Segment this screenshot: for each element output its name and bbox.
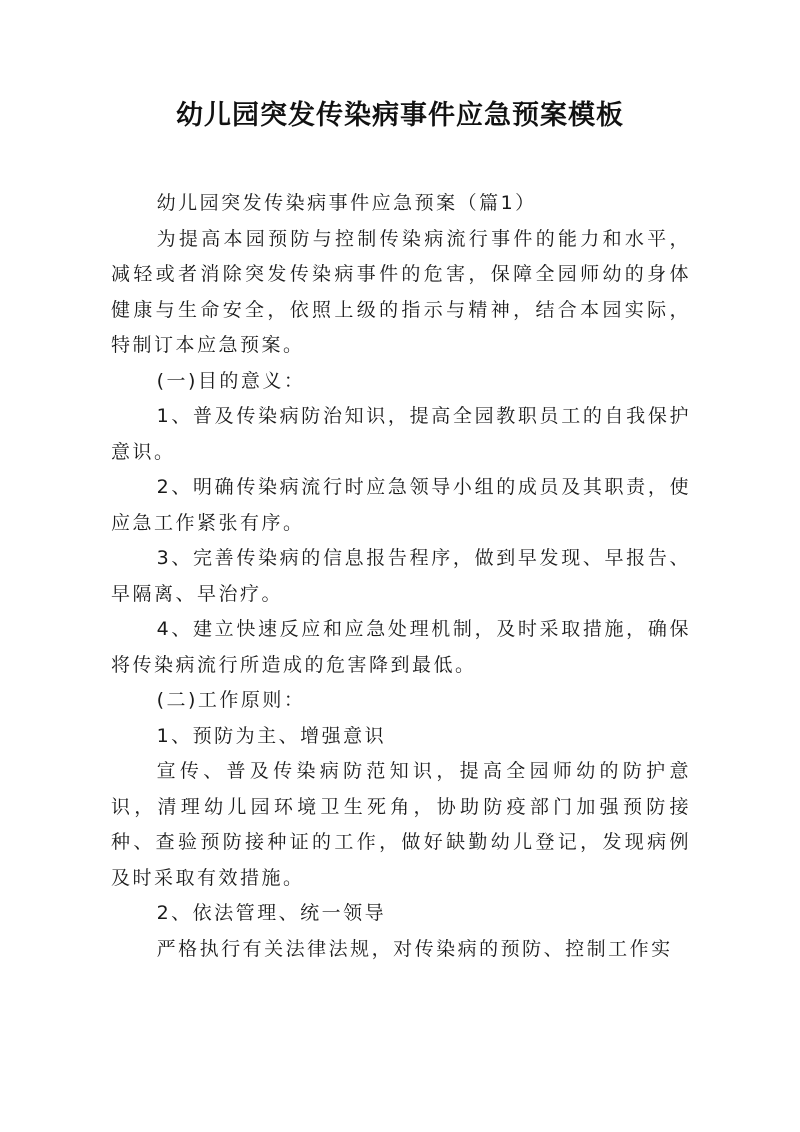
subheading: (二)工作原则： — [156, 689, 306, 711]
list-item: 1、预防为主、增强意识 — [156, 724, 387, 747]
paragraph: 宣传、普及传染病防范知识，提高全园师幼的防护意识，清理幼儿园环境卫生死角，协助防疫部门加强预防接种、查验预防接种证的工作，做好缺勤幼儿登记，发现病例及时采取有效措施。 — [111, 760, 691, 889]
paragraph: 严格执行有关法律法规，对传染病的预防、控制工作实 — [156, 937, 673, 960]
document-body — [111, 186, 691, 967]
paragraph: 为提高本园预防与控制传染病流行事件的能力和水平，减轻或者消除突发传染病事件的危害，保障全园师幼的身体健康与生命安全，依照上级的指示与精神，结合本园实际，特制订本应急预案。 — [111, 227, 691, 356]
list-item: 2、明确传染病流行时应急领导小组的成员及其职责，使应急工作紧张有序。 — [111, 476, 691, 534]
section-heading: 幼儿园突发传染病事件应急预案（篇1） — [156, 192, 537, 214]
list-item: 1、普及传染病防治知识，提高全园教职员工的自我保护意识。 — [111, 405, 691, 463]
document-title: 幼儿园突发传染病事件应急预案模板 — [176, 100, 624, 131]
subheading: (一)目的意义： — [156, 369, 306, 392]
list-item: 4、建立快速反应和应急处理机制，及时采取措施，确保将传染病流行所造成的危害降到最低。 — [111, 618, 691, 676]
list-item: 3、完善传染病的信息报告程序，做到早发现、早报告、早隔离、早治疗。 — [111, 547, 691, 605]
list-item: 2、依法管理、统一领导 — [156, 902, 387, 924]
